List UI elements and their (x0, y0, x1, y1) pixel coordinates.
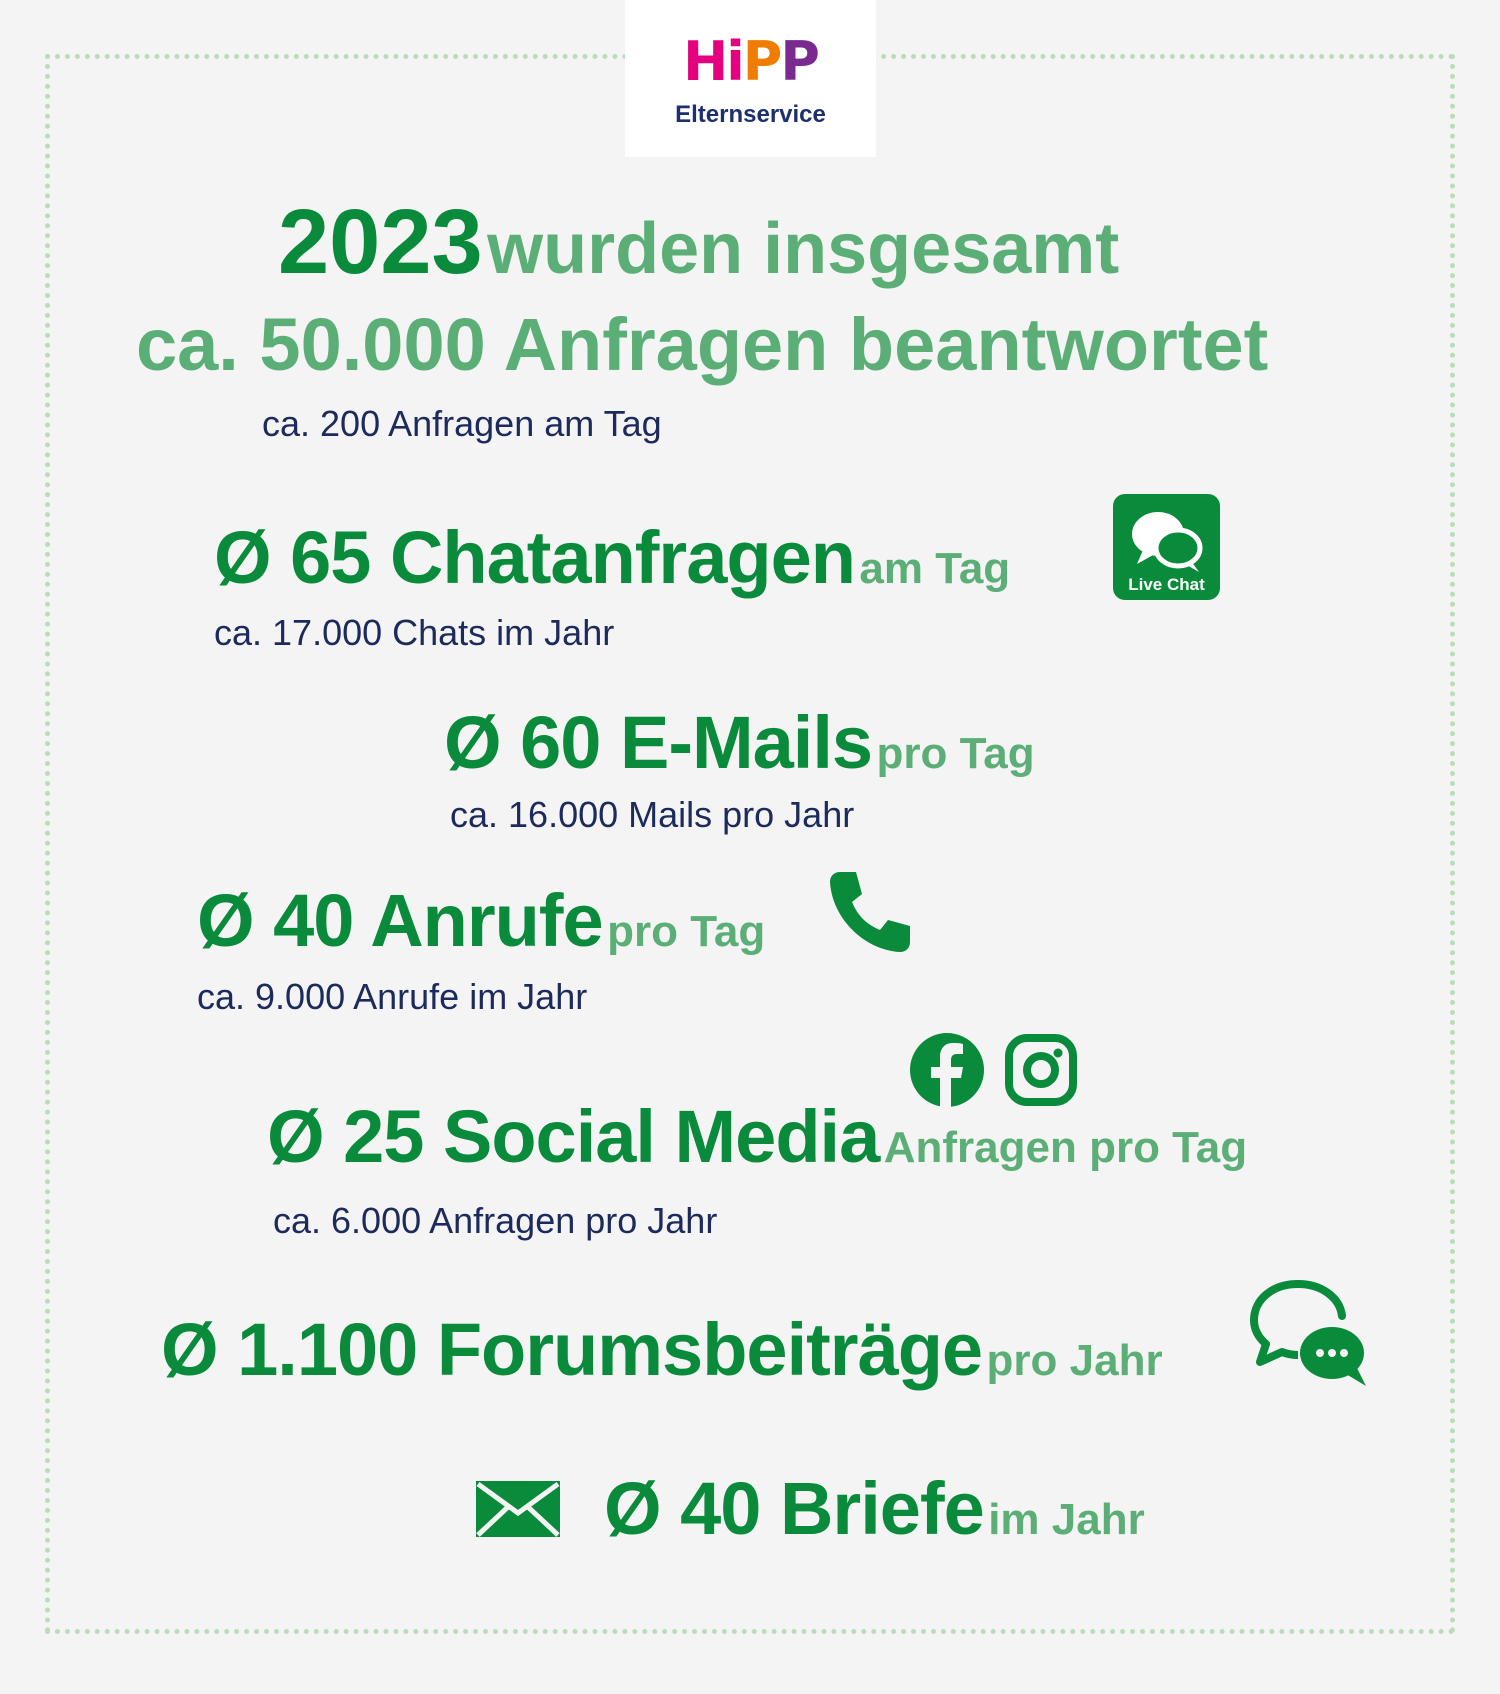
headline-year: 2023 (278, 191, 483, 293)
stat-letters-value: Ø 40 Briefe (604, 1467, 984, 1550)
hipp-logo (625, 0, 876, 157)
stat-social-unit: Anfragen pro Tag (883, 1123, 1248, 1172)
headline-line1-rest: wurden insgesamt (487, 209, 1120, 289)
live-chat-icon (1113, 494, 1220, 600)
stat-forum-value: Ø 1.100 Forumsbeiträge (161, 1308, 983, 1391)
stat-email (444, 700, 1035, 785)
live-chat-icon-label: Live Chat (1128, 575, 1205, 594)
stat-email-sub: ca. 16.000 Mails pro Jahr (450, 794, 855, 835)
stat-letters (604, 1466, 1145, 1551)
logo-wordmark: HiPP (683, 29, 818, 93)
stat-email-value: Ø 60 E-Mails (444, 701, 873, 784)
stat-calls (197, 878, 765, 963)
forum-bubbles-icon (1250, 1278, 1366, 1388)
phone-icon (826, 868, 914, 956)
headline-line1 (278, 190, 1119, 295)
stat-email-unit: pro Tag (876, 729, 1035, 778)
stat-calls-unit: pro Tag (607, 907, 766, 956)
logo-subtitle: Elternservice (675, 100, 826, 128)
stat-chat-value: Ø 65 Chatanfragen (214, 516, 855, 599)
stat-chat (214, 515, 1010, 600)
stat-chat-unit: am Tag (859, 544, 1011, 593)
stat-chat-sub: ca. 17.000 Chats im Jahr (214, 612, 615, 653)
stat-social-value: Ø 25 Social Media (267, 1095, 880, 1178)
stat-social (267, 1094, 1247, 1179)
stat-calls-value: Ø 40 Anrufe (197, 879, 603, 962)
stat-social-sub: ca. 6.000 Anfragen pro Jahr (273, 1200, 718, 1241)
headline-line2: ca. 50.000 Anfragen beantwortet (136, 303, 1269, 386)
stat-forum-unit: pro Jahr (986, 1336, 1163, 1385)
stat-letters-unit: im Jahr (988, 1495, 1145, 1544)
envelope-icon (476, 1481, 560, 1537)
stat-forum (161, 1307, 1163, 1392)
headline-sub: ca. 200 Anfragen am Tag (262, 403, 662, 444)
stat-calls-sub: ca. 9.000 Anrufe im Jahr (197, 976, 588, 1017)
